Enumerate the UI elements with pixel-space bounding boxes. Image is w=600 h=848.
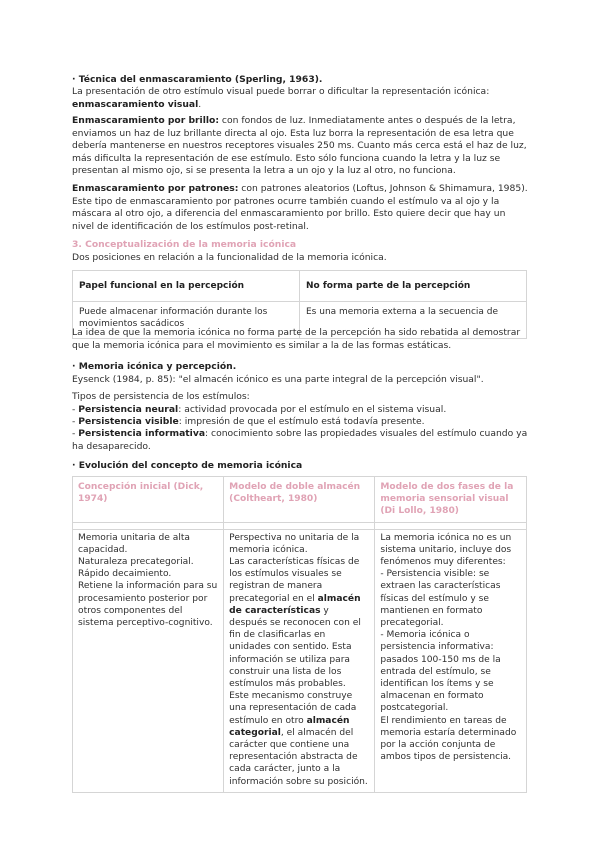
section-title-evolucion: · Evolución del concepto de memoria icónica: [72, 460, 303, 471]
list-bullet: -: [72, 428, 79, 439]
section-title-tecnica: · Técnica del enmascaramiento (Sperling, 1963).: [72, 74, 323, 85]
list-item-label: Persistencia informativa: [78, 428, 206, 439]
section-title-conceptualizacion: 3. Conceptualización de la memoria icónica: [72, 239, 297, 250]
term-enmascaramiento-visual: enmascaramiento visual: [72, 98, 199, 110]
table-header-cell: No forma parte de la percepción: [300, 271, 527, 302]
list-item-label: Persistencia visible: [78, 416, 179, 427]
table-header-row: [73, 477, 527, 523]
list-bullet: -: [72, 416, 79, 427]
intro-tipos: Tipos de persistencia de los estímulos:: [72, 391, 250, 402]
paragraph-rebatida: La idea de que la memoria icónica no forma parte de la percepción ha sido rebatida al demostrar que la memoria icónica para el movimiento es similar a la de las formas estáticas.: [72, 327, 521, 351]
paragraph-tecnica-end: .: [198, 98, 202, 110]
table-cell: Puede almacenar información durante los movimientos sacádicos: [73, 302, 300, 339]
intro-conceptualizacion: Dos posiciones en relación a la funcionalidad de la memoria icónica.: [72, 252, 387, 263]
paragraph-brillo: [72, 115, 528, 178]
text-patrones: con patrones aleatorios (Loftus, Johnson & Shimamura, 1985). Este tipo de enmascaramiento por patrones ocurre también cuando el estímulo va al ojo y la máscara al otro ojo, a diferencia del enmascaramiento por brillo. Esto quiere decir que hay un nivel de identificación de los estímulos post-retinal.: [72, 183, 528, 232]
list-item-text: : impresión de que el estímulo está todavía presente.: [178, 416, 425, 427]
paragraph-tecnica: [72, 86, 532, 111]
table-cell-dos-fases: La memoria icónica no es un sistema unitario, incluye dos fenómenos muy diferentes: - Persistencia visible: se extraen las características físicas del estímulo y se mantienen en formato precategorial. - Memoria icónica o persistencia informativa: pasados 100-150 ms de la entrada del estímulo, se identifican los ítems y se almacenan en formato postcategorial. El rendimiento en tareas de memoria estaría determinado por la acción conjunta de ambos tipos de persistencia.: [375, 529, 527, 792]
table-cell: Es una memoria externa a la secuencia de: [300, 302, 527, 339]
list-item: [72, 404, 532, 417]
table-cell-doble-almacen: [224, 529, 375, 792]
table-cell-concepcion: Memoria unitaria de alta capacidad. Naturaleza precategorial. Rápido decaimiento. Retiene la información para su procesamiento posterior por otros componentes del sistema perceptivo-cognitivo.: [73, 529, 224, 792]
paragraph-patrones: [72, 183, 528, 233]
table-header-cell: Papel funcional en la percepción: [73, 271, 300, 302]
list-item-label: Persistencia neural: [78, 404, 179, 415]
table-header-cell: Modelo de dos fases de la memoria sensorial visual (Di Lollo, 1980): [375, 477, 527, 523]
label-patrones: Enmascaramiento por patrones:: [72, 183, 239, 194]
section-title-percepcion: · Memoria icónica y percepción.: [72, 361, 237, 372]
list-item: [72, 428, 530, 453]
list-item: [72, 416, 532, 429]
table-spacer-row: [73, 522, 527, 529]
list-item-text: : actividad provocada por el estímulo en el sistema visual.: [178, 404, 447, 415]
list-bullet: -: [72, 404, 79, 415]
cell-text: , el almacén del carácter que contiene una representación abstracta de cada carácter, junto a la información sobre su posición.: [229, 727, 368, 787]
table-header-cell: Concepción inicial (Dick, 1974): [73, 477, 224, 523]
text-brillo: con fondos de luz. Inmediatamente antes o después de la letra, enviamos un haz de luz brillante directa al ojo. Esta luz borra la representación de esa letra que debería mantenerse en nuestros receptores visuales 250 ms. Cuanto más cerca está el haz de luz, más dificulta la representación de ese estímulo. Esto sólo funciona cuando la letra y la luz se presentan al mismo ojo, si se presenta la letra a un ojo y la luz al otro, no funciona.: [72, 115, 527, 177]
term-almacen-categorial: almacén categorial: [229, 715, 350, 738]
paragraph-tecnica-text: La presentación de otro estímulo visual puede borrar o dificultar la representación icónica:: [72, 86, 490, 97]
table-header-row: [73, 271, 527, 302]
cell-text: Perspectiva no unitaria de la memoria icónica. Las características físicas de los estímulos visuales se registran de manera precategorial en el: [229, 532, 360, 604]
list-item-text: : conocimiento sobre las propiedades visuales del estímulo cuando ya ha desaparecido.: [72, 428, 528, 452]
table-header-cell: Modelo de doble almacén (Coltheart, 1980): [224, 477, 375, 523]
table-row: [73, 529, 527, 792]
cell-text: y después se reconocen con el fin de clasificarlas en unidades con sentido. Esta información se utiliza para construir una lista de los estímulos más probables. Este mecanismo construye una representación de cada estímulo en otro: [229, 605, 361, 726]
label-brillo: Enmascaramiento por brillo:: [72, 115, 219, 126]
quote-eysenck: Eysenck (1984, p. 85): "el almacén icónico es una parte integral de la percepción visual".: [72, 374, 484, 385]
table-evolucion: [72, 476, 527, 793]
term-almacen-caracteristicas: almacén de características: [229, 593, 361, 616]
